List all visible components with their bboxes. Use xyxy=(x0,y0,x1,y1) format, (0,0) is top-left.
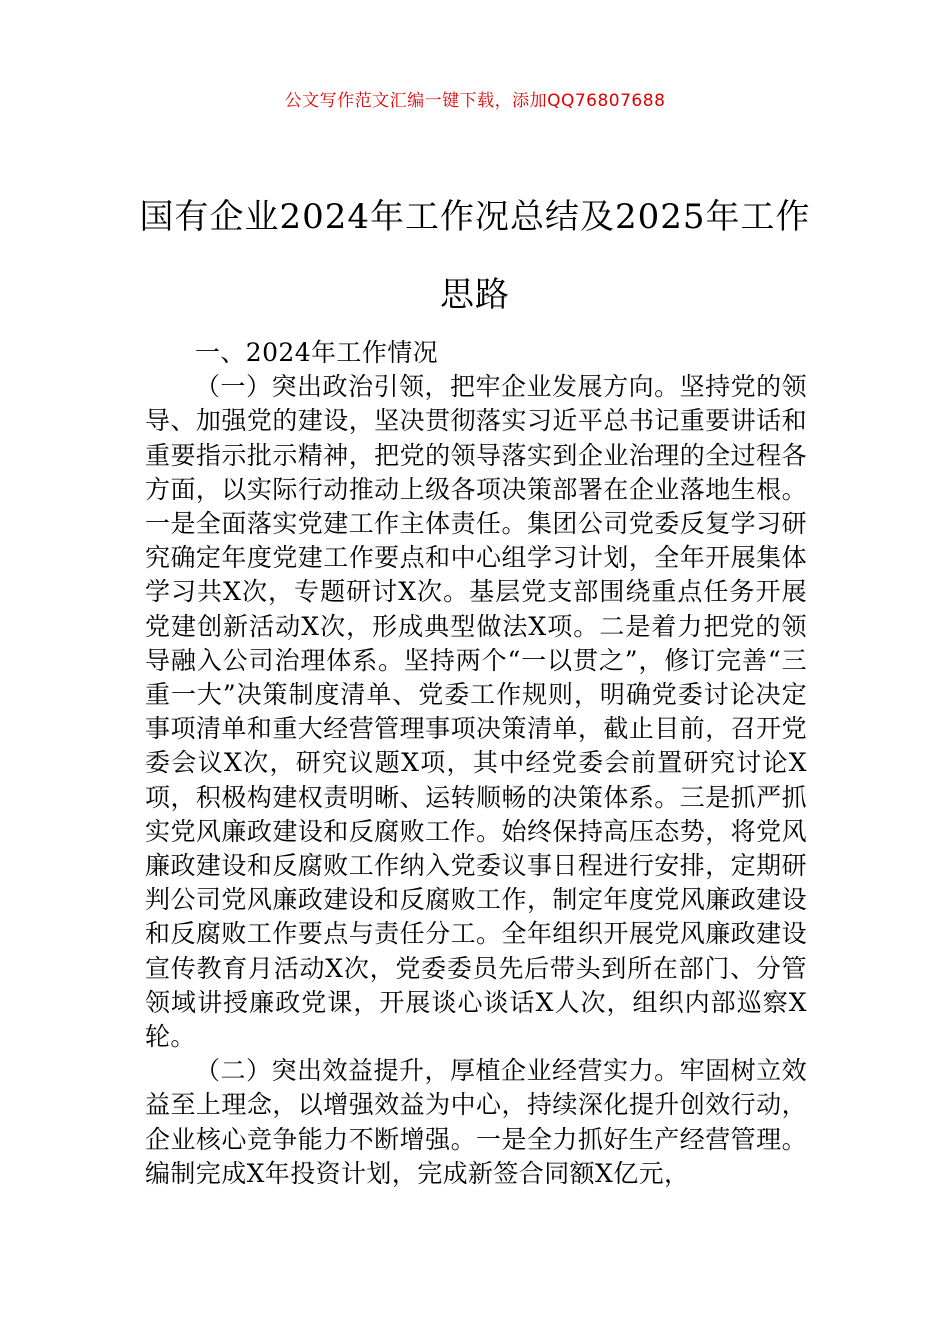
document-title: 国有企业2024年工作况总结及2025年工作思路 xyxy=(139,197,811,315)
body-paragraph: （一）突出政治引领，把牢企业发展方向。坚持党的领导、加强党的建设，坚决贯彻落实习近平总书记重要讲话和重要指示批示精神，把党的领导落实到企业治理的全过程各方面，以实际行动推动上级各项决策部署在企业落地生根。一是全面落实党建工作主体责任。集团公司党委反复学习研究确定年度党建工作要点和中心组学习计划，全年开展集体学习共X次，专题研讨X次。基层党支部围绕重点任务开展党建创新活动X次，形成典型做法X项。二是着力把党的领导融入公司治理体系。坚持两个“一以贯之”，修订完善“三重一大”决策制度清单、党委工作规则，明确党委讨论决定事项清单和重大经营管理事项决策清单，截止目前，召开党委会议X次，研究议题X项，其中经党委会前置研究讨论X项，积极构建权责明晰、运转顺畅的决策体系。三是抓严抓实党风廉政建设和反腐败工作。始终保持高压态势，将党风廉政建设和反腐败工作纳入党委议事日程进行安排，定期研判公司党风廉政建设和反腐败工作，制定年度党风廉政建设和反腐败工作要点与责任分工。全年组织开展党风廉政建设宣传教育月活动X次，党委委员先后带头到所在部门、分管领域讲授廉政党课，开展谈心谈话X人次，组织内部巡察X轮。 xyxy=(145,372,807,1052)
body-paragraph: （二）突出效益提升，厚植企业经营实力。牢固树立效益至上理念，以增强效益为中心，持续深化提升创效行动，企业核心竞争能力不断增强。一是全力抓好生产经营管理。编制完成X年投资计划，完成新签合同额X亿元， xyxy=(145,1056,807,1188)
download-banner: 公文写作范文汇编一键下载，添加QQ76807688 xyxy=(284,91,666,111)
document-body xyxy=(145,336,807,1191)
section-heading: 一、2024年工作情况 xyxy=(195,338,439,367)
